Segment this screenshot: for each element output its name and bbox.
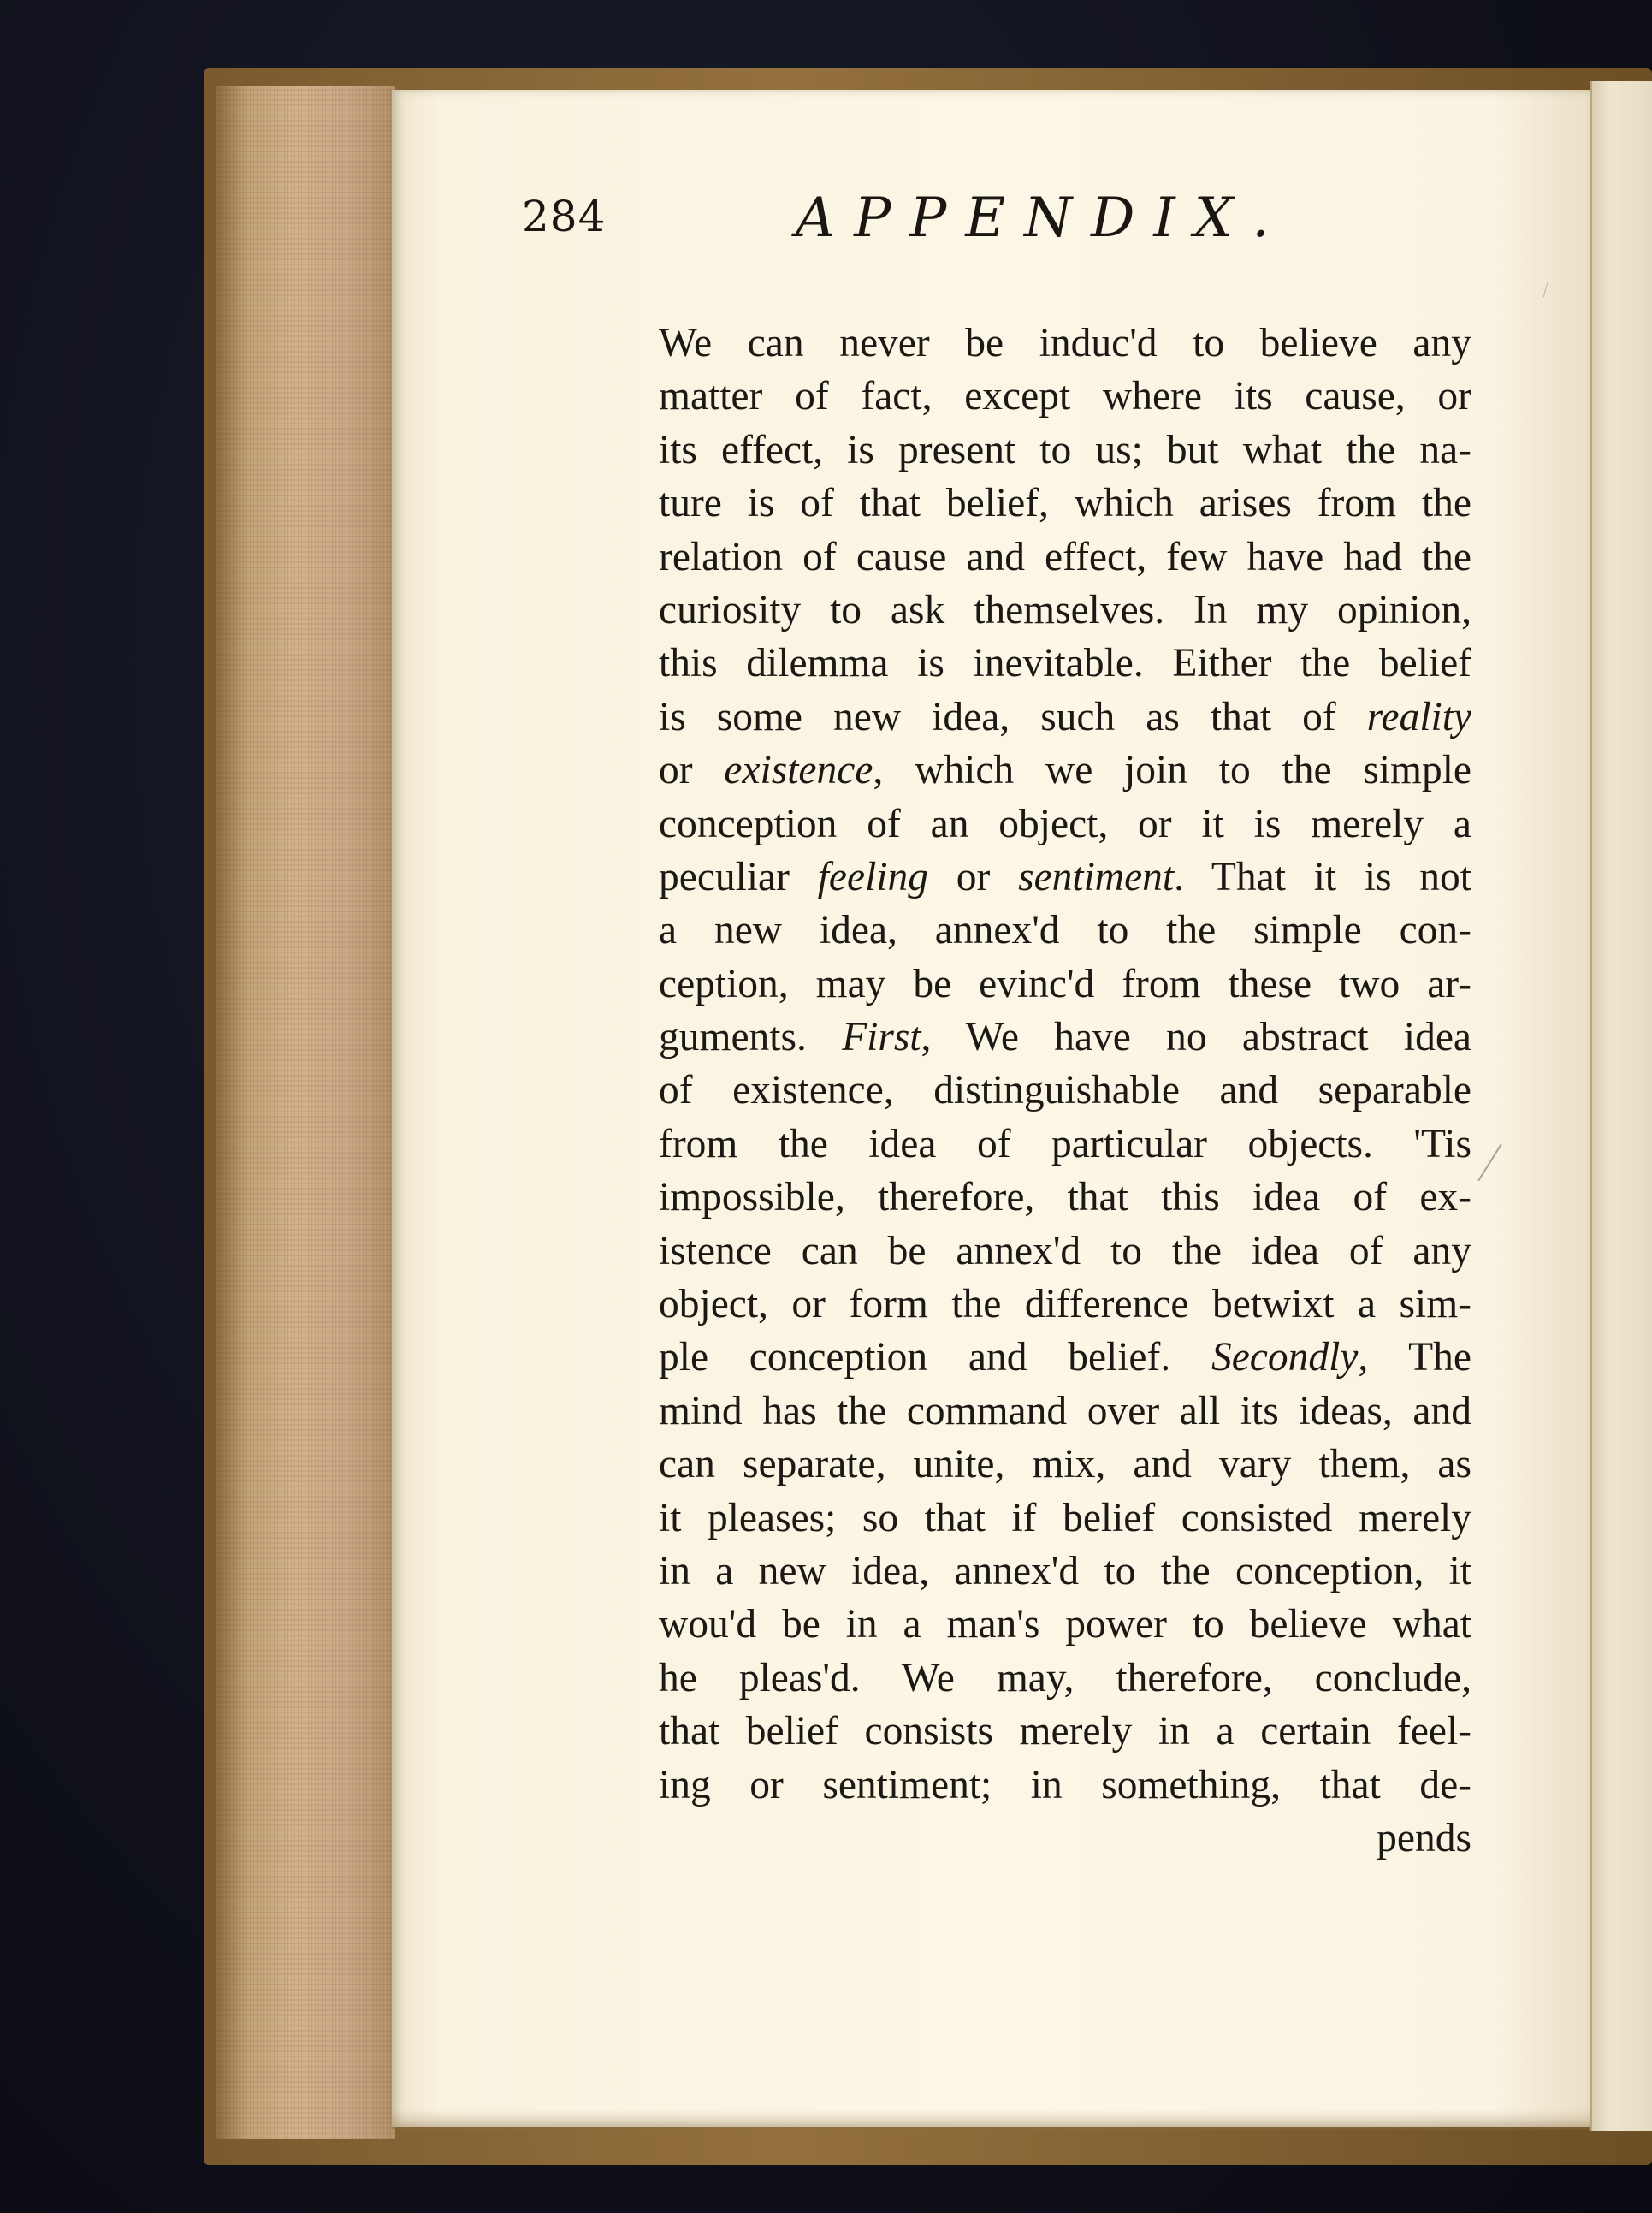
- italic-term: sentiment: [1018, 854, 1175, 899]
- italic-term: feeling: [817, 854, 928, 899]
- text-line: object, or form the difference betwixt a sim-: [659, 1282, 1471, 1327]
- body-text: [659, 317, 1471, 1865]
- text-line: matter of fact, except where its cause, or: [659, 374, 1471, 419]
- text-line: in a new idea, annex'd to the conception, it: [659, 1548, 1471, 1593]
- italic-term: reality: [1366, 694, 1471, 739]
- text-line: that belief consists merely in a certain feel-: [659, 1709, 1471, 1754]
- running-head: APPENDIX.: [796, 187, 1288, 250]
- text-line: conception of an object, or it is merely a: [659, 801, 1471, 846]
- text-line: guments. First, We have no abstract idea: [659, 1015, 1471, 1060]
- catchword: pends: [1377, 1815, 1471, 1860]
- text-line: ture is of that belief, which arises from the: [659, 481, 1471, 526]
- italic-term: First: [842, 1015, 921, 1060]
- text-line: can separate, unite, mix, and vary them, as: [659, 1442, 1471, 1487]
- text-line: a new idea, annex'd to the simple con-: [659, 908, 1471, 953]
- text-line: wou'd be in a man's power to believe what: [659, 1602, 1471, 1647]
- page-number: 284: [522, 192, 607, 241]
- page-block-fore-edge: [216, 86, 395, 2139]
- text-line: or existence, which we join to the simple: [659, 748, 1471, 793]
- text-line: peculiar feeling or sentiment. That it is not: [659, 854, 1471, 899]
- page-bottom-shadow: [392, 2109, 1590, 2130]
- text-line: curiosity to ask themselves. In my opinion,: [659, 587, 1471, 632]
- text-line: ing or sentiment; in something, that de-: [659, 1762, 1471, 1807]
- page-header: [522, 180, 1476, 274]
- text-line: from the idea of particular objects. 'Tis: [659, 1121, 1471, 1166]
- text-line: this dilemma is inevitable. Either the belief: [659, 641, 1471, 686]
- italic-term: existence: [724, 748, 873, 793]
- text-line: ple conception and belief. Secondly, The: [659, 1335, 1471, 1380]
- italic-term: Secondly: [1211, 1335, 1359, 1380]
- text-line: its effect, is present to us; but what the na-: [659, 427, 1471, 472]
- text-line: istence can be annex'd to the idea of any: [659, 1228, 1471, 1273]
- text-line: it pleases; so that if belief consisted merely: [659, 1495, 1471, 1540]
- text-line: he pleas'd. We may, therefore, conclude,: [659, 1655, 1471, 1700]
- facing-page-edge: [1590, 81, 1652, 2131]
- text-line: impossible, therefore, that this idea of ex-: [659, 1175, 1471, 1220]
- text-line: ception, may be evinc'd from these two ar-: [659, 961, 1471, 1006]
- text-line: of existence, distinguishable and separable: [659, 1068, 1471, 1113]
- text-line: mind has the command over all its ideas, and: [659, 1388, 1471, 1433]
- text-line: is some new idea, such as that of reality: [659, 694, 1471, 739]
- text-line: We can never be induc'd to believe any: [659, 321, 1471, 365]
- text-line: relation of cause and effect, few have had the: [659, 534, 1471, 579]
